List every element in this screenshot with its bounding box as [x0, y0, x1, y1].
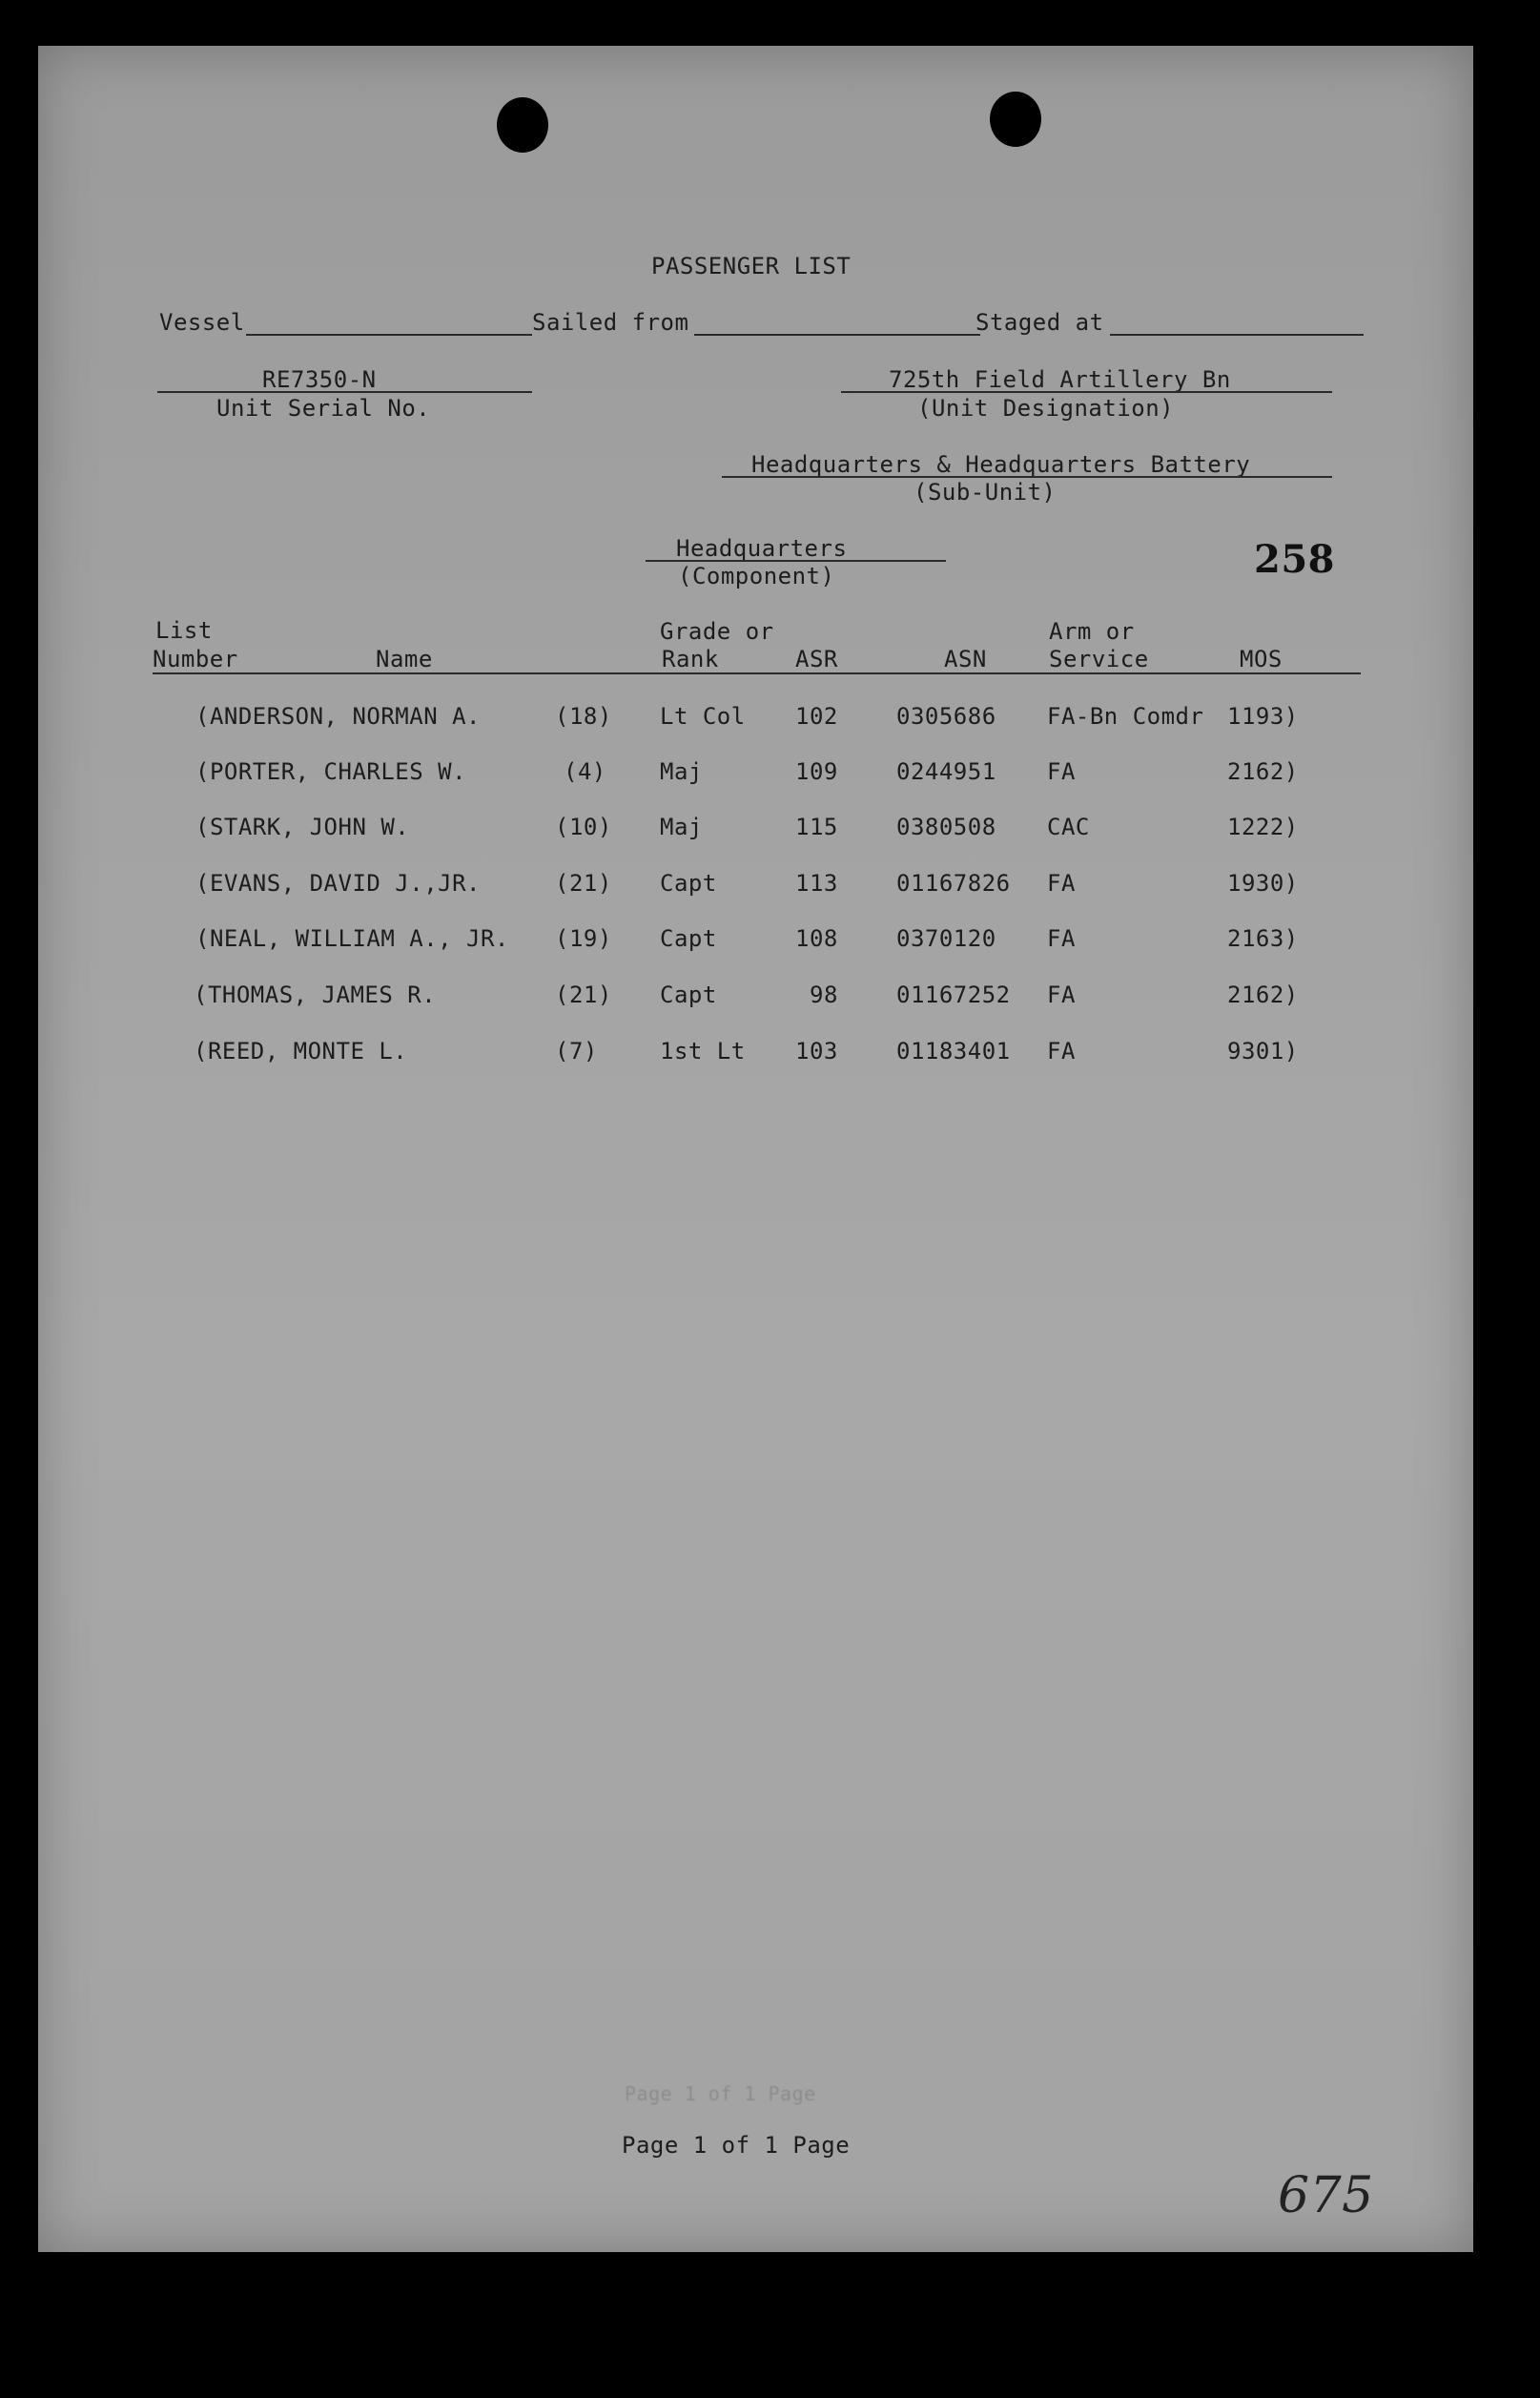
row-name: (REED, MONTE L. — [194, 1038, 408, 1065]
header-list: List — [155, 617, 213, 644]
row-service: FA — [1047, 982, 1076, 1008]
row-asr: 108 — [795, 925, 838, 952]
vessel-label: Vessel — [159, 309, 245, 336]
row-asn: 0370120 — [896, 925, 996, 952]
row-name: (THOMAS, JAMES R. — [194, 982, 437, 1008]
row-mos: 9301) — [1227, 1038, 1299, 1065]
row-rank: Capt — [660, 870, 717, 897]
row-service: FA — [1047, 758, 1076, 785]
header-mos: MOS — [1240, 646, 1283, 672]
unit-designation-label: (Unit Designation) — [917, 395, 1175, 422]
row-asn: 01183401 — [896, 1038, 1011, 1065]
row-rank: Maj — [660, 758, 703, 785]
row-list-number: (21) — [555, 982, 612, 1008]
row-asn: 0244951 — [896, 758, 996, 785]
punch-hole — [990, 92, 1041, 147]
row-asn: 0305686 — [896, 703, 996, 730]
row-service: FA-Bn Comdr — [1047, 703, 1204, 730]
header-arm: Arm or — [1049, 618, 1135, 645]
row-name: (ANDERSON, NORMAN A. — [195, 703, 481, 730]
faint-bleedthrough-text: Page 1 of 1 Page — [625, 2082, 816, 2105]
row-rank: Lt Col — [660, 703, 746, 730]
row-mos: 1193) — [1227, 703, 1299, 730]
component-line — [646, 560, 946, 562]
row-rank: Capt — [660, 925, 717, 952]
row-service: FA — [1047, 925, 1076, 952]
staged-at-label: Staged at — [975, 309, 1104, 336]
header-rank: Rank — [662, 646, 719, 672]
unit-serial-line — [157, 391, 532, 393]
row-mos: 2162) — [1227, 982, 1299, 1008]
unit-designation-line — [841, 391, 1332, 393]
row-list-number: (21) — [555, 870, 612, 897]
row-list-number: (7) — [555, 1038, 598, 1065]
row-rank: 1st Lt — [660, 1038, 746, 1065]
header-rule — [153, 672, 1361, 674]
header-service: Service — [1049, 646, 1149, 672]
row-service: FA — [1047, 870, 1076, 897]
header-asr: ASR — [795, 646, 838, 672]
row-mos: 1930) — [1227, 870, 1299, 897]
row-asr: 98 — [810, 982, 838, 1008]
row-asr: 102 — [795, 703, 838, 730]
row-asn: 0380508 — [896, 814, 996, 840]
header-asn: ASN — [944, 646, 987, 672]
staged-at-blank — [1110, 334, 1364, 336]
row-asr: 113 — [795, 870, 838, 897]
row-list-number: (19) — [555, 925, 612, 952]
row-list-number: (10) — [555, 814, 612, 840]
row-name: (PORTER, CHARLES W. — [195, 758, 467, 785]
row-name: (EVANS, DAVID J.,JR. — [195, 870, 481, 897]
header-number: Number — [153, 646, 238, 672]
row-asr: 115 — [795, 814, 838, 840]
row-rank: Maj — [660, 814, 703, 840]
row-asn: 01167826 — [896, 870, 1011, 897]
document-page — [38, 46, 1473, 2252]
unit-serial-value: RE7350-N — [262, 366, 377, 393]
row-name: (STARK, JOHN W. — [195, 814, 410, 840]
row-list-number: (18) — [555, 703, 612, 730]
row-mos: 1222) — [1227, 814, 1299, 840]
row-service: FA — [1047, 1038, 1076, 1065]
page-count: Page 1 of 1 Page — [622, 2132, 851, 2159]
unit-designation-value: 725th Field Artillery Bn — [889, 366, 1231, 393]
row-asr: 109 — [795, 758, 838, 785]
sub-unit-value: Headquarters & Headquarters Battery — [751, 451, 1251, 478]
row-name: (NEAL, WILLIAM A., JR. — [195, 925, 509, 952]
component-value: Headquarters — [676, 535, 848, 562]
row-mos: 2162) — [1227, 758, 1299, 785]
sailed-from-blank — [694, 334, 980, 336]
stamped-number: 258 — [1254, 537, 1335, 582]
header-grade: Grade or — [660, 618, 774, 645]
row-asn: 01167252 — [896, 982, 1011, 1008]
sub-unit-line — [722, 476, 1332, 478]
header-name: Name — [376, 646, 433, 672]
row-list-number: (4) — [564, 758, 606, 785]
sailed-from-label: Sailed from — [532, 309, 689, 336]
vessel-blank — [246, 334, 532, 336]
punch-hole — [497, 97, 548, 153]
sub-unit-label: (Sub-Unit) — [914, 479, 1057, 506]
component-label: (Component) — [678, 563, 835, 589]
row-mos: 2163) — [1227, 925, 1299, 952]
row-service: CAC — [1047, 814, 1090, 840]
row-rank: Capt — [660, 982, 717, 1008]
unit-serial-label: Unit Serial No. — [216, 395, 431, 422]
document-title: PASSENGER LIST — [651, 253, 852, 279]
row-asr: 103 — [795, 1038, 838, 1065]
handwritten-number: 675 — [1278, 2167, 1374, 2224]
